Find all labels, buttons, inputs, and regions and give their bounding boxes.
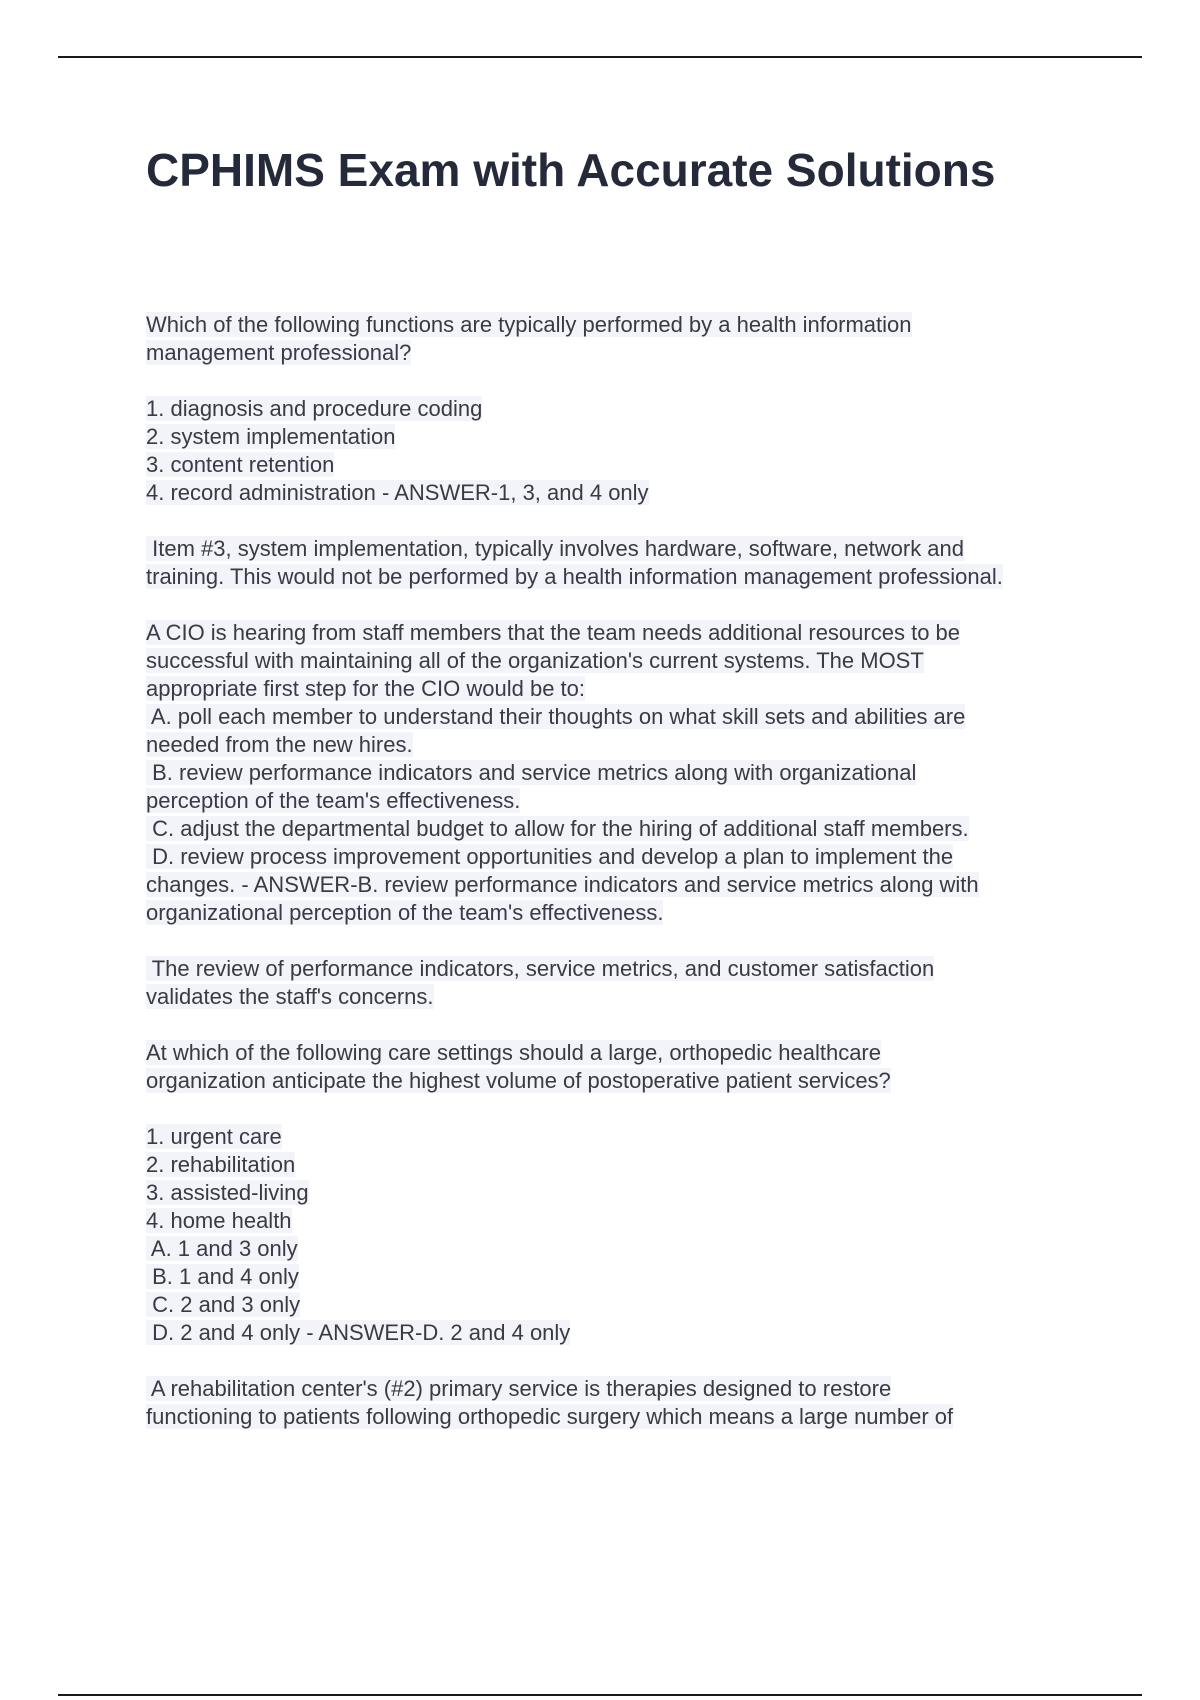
text-line: B. 1 and 4 only bbox=[146, 1264, 299, 1289]
text-line: management professional? bbox=[146, 340, 412, 365]
text-line: perception of the team's effectiveness. bbox=[146, 788, 521, 813]
text-line: D. 2 and 4 only - ANSWER-D. 2 and 4 only bbox=[146, 1320, 571, 1345]
question-1-prompt bbox=[146, 311, 1106, 367]
text-line: functioning to patients following orthopedic surgery which means a large number of bbox=[146, 1404, 954, 1429]
text-line: A rehabilitation center's (#2) primary service is therapies designed to restore bbox=[146, 1376, 892, 1401]
question-3-explanation bbox=[146, 1375, 1106, 1431]
text-line: A. 1 and 3 only bbox=[146, 1236, 298, 1261]
text-line: needed from the new hires. bbox=[146, 732, 413, 757]
text-line: Item #3, system implementation, typically involves hardware, software, network and bbox=[146, 536, 965, 561]
bottom-rule bbox=[58, 1694, 1142, 1696]
text-line: 4. home health bbox=[146, 1208, 292, 1233]
document-body bbox=[146, 311, 1106, 1459]
text-line: 3. assisted-living bbox=[146, 1180, 309, 1205]
text-line: The review of performance indicators, service metrics, and customer satisfaction bbox=[146, 956, 935, 981]
page-title: CPHIMS Exam with Accurate Solutions bbox=[146, 144, 996, 196]
text-line: 1. urgent care bbox=[146, 1124, 282, 1149]
text-line: organizational perception of the team's effectiveness. bbox=[146, 900, 664, 925]
text-line: changes. - ANSWER-B. review performance indicators and service metrics along with bbox=[146, 872, 979, 897]
text-line: At which of the following care settings should a large, orthopedic healthcare bbox=[146, 1040, 881, 1065]
text-line: appropriate first step for the CIO would be to: bbox=[146, 676, 586, 701]
text-line: 2. system implementation bbox=[146, 424, 396, 449]
question-1-explanation bbox=[146, 535, 1106, 591]
text-line: Which of the following functions are typically performed by a health information bbox=[146, 312, 912, 337]
text-line: 3. content retention bbox=[146, 452, 335, 477]
text-line: 2. rehabilitation bbox=[146, 1152, 296, 1177]
question-2 bbox=[146, 619, 1106, 927]
text-line: 1. diagnosis and procedure coding bbox=[146, 396, 483, 421]
text-line: B. review performance indicators and service metrics along with organizational bbox=[146, 760, 917, 785]
text-line: 4. record administration - ANSWER-1, 3, and 4 only bbox=[146, 480, 649, 505]
text-line: successful with maintaining all of the organization's current systems. The MOST bbox=[146, 648, 924, 673]
question-3-prompt bbox=[146, 1039, 1106, 1095]
text-line: C. adjust the departmental budget to allow for the hiring of additional staff members. bbox=[146, 816, 969, 841]
text-line: organization anticipate the highest volume of postoperative patient services? bbox=[146, 1068, 891, 1093]
question-3-options bbox=[146, 1123, 1106, 1347]
top-rule bbox=[58, 56, 1142, 58]
text-line: A CIO is hearing from staff members that the team needs additional resources to be bbox=[146, 620, 961, 645]
question-2-explanation bbox=[146, 955, 1106, 1011]
text-line: A. poll each member to understand their thoughts on what skill sets and abilities are bbox=[146, 704, 966, 729]
text-line: validates the staff's concerns. bbox=[146, 984, 434, 1009]
text-line: D. review process improvement opportunities and develop a plan to implement the bbox=[146, 844, 954, 869]
question-1-options bbox=[146, 395, 1106, 507]
text-line: C. 2 and 3 only bbox=[146, 1292, 301, 1317]
text-line: training. This would not be performed by a health information management professional. bbox=[146, 564, 1003, 589]
